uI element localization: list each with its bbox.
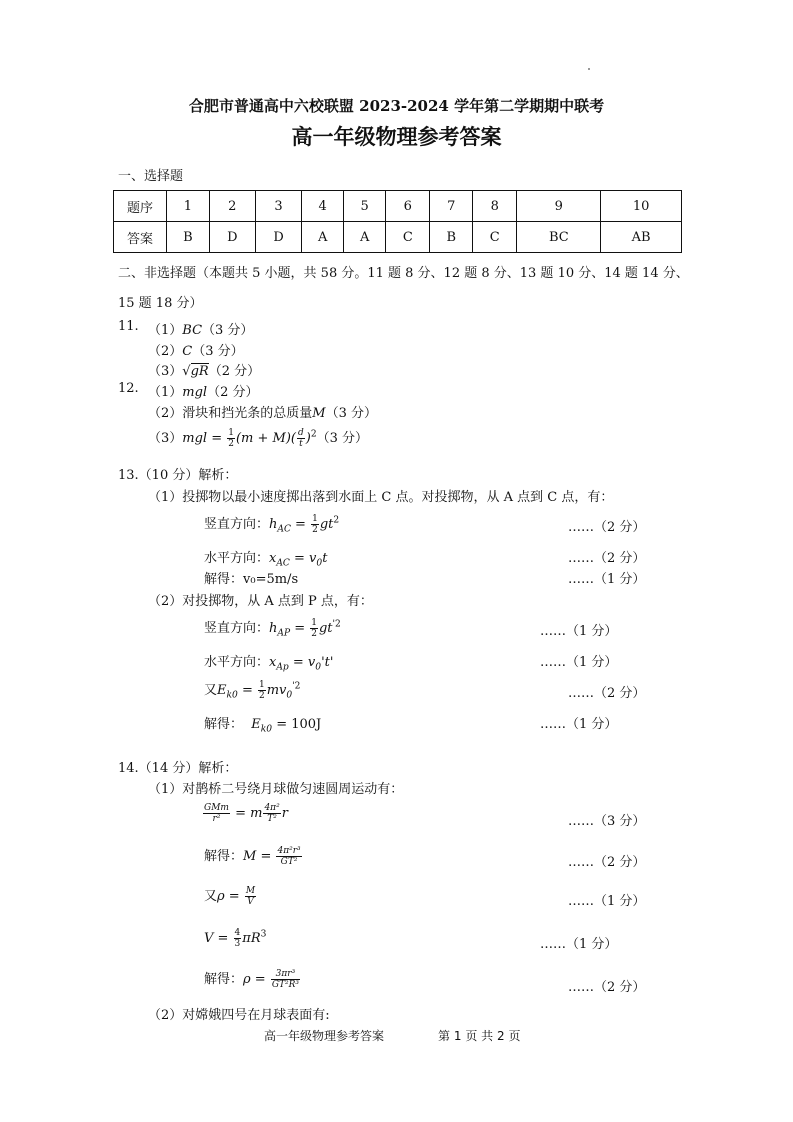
fraction-half: $\frac{1}{2}$ bbox=[228, 428, 234, 449]
q14-eq-density: 又ρ = $\frac{M}{V}$ bbox=[204, 886, 256, 907]
eq-label: 解得： bbox=[204, 972, 244, 987]
eq-label: 水平方向： bbox=[204, 551, 270, 566]
q13-p1-horizontal: 水平方向：$x_{AC} = v_0t$ bbox=[204, 551, 328, 569]
row-label-answer: 答案 bbox=[114, 222, 167, 253]
eq-label: 竖直方向： bbox=[204, 621, 270, 636]
answer-value: gR bbox=[190, 364, 209, 379]
fraction-d-over-t: $\frac{d}{t}$ bbox=[298, 428, 304, 449]
q12-part2 bbox=[148, 402, 377, 421]
eq-label: 竖直方向： bbox=[204, 517, 270, 532]
score: ……（3 分） bbox=[568, 814, 646, 829]
equation-lhs: mgl = bbox=[182, 431, 227, 446]
score: ……（2 分） bbox=[568, 980, 646, 995]
footer-title: 高一年级物理参考答案 bbox=[264, 1029, 385, 1043]
q14-part1-text: （1）对鹊桥二号绕月球做匀速圆周运动有： bbox=[148, 782, 404, 797]
table-cell: B bbox=[430, 222, 473, 253]
table-cell: 6 bbox=[386, 191, 430, 222]
q13-p1-vertical: 竖直方向：$h_{AC}$ = $\frac{1}{2}$ $gt^2$ bbox=[204, 514, 340, 535]
q13-p1-solve bbox=[204, 568, 298, 587]
part-label: （1） bbox=[148, 323, 183, 338]
q14-eq-volume: V = $\frac{4}{3}$ $\pi R^3$ bbox=[204, 928, 267, 949]
score: ……（1 分） bbox=[540, 937, 618, 952]
table-cell: B bbox=[167, 222, 210, 253]
table-cell: 7 bbox=[430, 191, 473, 222]
score: （2 分） bbox=[207, 385, 259, 400]
table-cell: 4 bbox=[302, 191, 344, 222]
table-cell: C bbox=[386, 222, 430, 253]
part-label: （2） bbox=[148, 344, 183, 359]
eq-label: 解得： bbox=[204, 849, 244, 864]
q12-part1 bbox=[148, 381, 259, 400]
page-indicator: 第 1 页 共 2 页 bbox=[438, 1029, 521, 1043]
eq-label: 又 bbox=[204, 683, 218, 698]
table-cell: C bbox=[473, 222, 517, 253]
table-row-answers bbox=[114, 222, 682, 253]
solve-value: v₀=5m/s bbox=[243, 572, 299, 587]
q11-part2 bbox=[148, 340, 244, 359]
score: （3 分） bbox=[202, 323, 254, 338]
table-cell: A bbox=[344, 222, 386, 253]
exam-subtitle: 合肥市普通高中六校联盟 2023-2024 学年第二学期期中联考 bbox=[188, 97, 605, 115]
q12-number: 12. bbox=[118, 381, 139, 396]
score: ……（1 分） bbox=[540, 655, 618, 670]
answer-value: C bbox=[182, 344, 193, 359]
part-label: （1） bbox=[148, 385, 183, 400]
table-cell: BC bbox=[517, 222, 601, 253]
score: ……（1 分） bbox=[540, 717, 618, 732]
section2-heading-line1: 二、非选择题（本题共 5 小题，共 58 分。11 题 8 分、12 题 8 分、13 题 10 分、14 题 14 分、 bbox=[118, 266, 689, 281]
q13-p2-vertical: 竖直方向：$h_{AP}$ = $\frac{1}{2}$ $gt^{'2}$ bbox=[204, 618, 341, 639]
q14-eq-gravity: $\frac{\text{GMm}}{\text{r²}}$ = m $\frac{\text{4π²}}{\text{T²}}$ r bbox=[204, 803, 288, 824]
q12-part3: （3）mgl = $\frac{1}{2}$ (m + M)( $\frac{d}{t}$ )$^2$（3 分） bbox=[148, 428, 369, 449]
eq-label: 解得： bbox=[204, 717, 244, 732]
section1-heading: 一、选择题 bbox=[118, 169, 184, 184]
table-cell: D bbox=[209, 222, 255, 253]
answer-value: BC bbox=[182, 323, 203, 338]
page-number: 1 bbox=[453, 1029, 462, 1043]
table-cell: AB bbox=[601, 222, 682, 253]
part-label: （2） bbox=[148, 406, 183, 421]
part-label: （3） bbox=[148, 431, 183, 446]
answer-var: M bbox=[312, 406, 326, 421]
score: ……（2 分） bbox=[568, 551, 646, 566]
score: （3 分） bbox=[316, 431, 369, 446]
q14-part2-text: （2）对嫦娥四号在月球表面有: bbox=[148, 1008, 330, 1023]
score: ……（2 分） bbox=[568, 686, 646, 701]
score: ……（1 分） bbox=[568, 572, 646, 587]
table-cell: D bbox=[255, 222, 301, 253]
table-row-numbers bbox=[114, 191, 682, 222]
equation-tail: ) bbox=[305, 431, 311, 446]
answer-table bbox=[113, 190, 682, 253]
q11-part1 bbox=[148, 319, 253, 338]
q13-part1-text: （1）投掷物以最小速度掷出落到水面上 C 点。对投掷物，从 A 点到 C 点，有： bbox=[148, 490, 614, 505]
q13-heading: 13.（10 分）解析： bbox=[118, 468, 238, 483]
q14-eq-mass: 解得：M = $\frac{\text{4π²r³}}{\text{GT²}}$ bbox=[204, 846, 301, 867]
eq-label: 解得： bbox=[204, 572, 244, 587]
score: ……（1 分） bbox=[568, 894, 646, 909]
table-cell: 1 bbox=[167, 191, 210, 222]
page-total: 2 bbox=[496, 1029, 505, 1043]
table-cell: 2 bbox=[209, 191, 255, 222]
page-title: 高一年级物理参考答案 bbox=[291, 124, 502, 149]
sqrt-icon: √ bbox=[182, 364, 191, 379]
score: （3 分） bbox=[325, 406, 378, 421]
row-label-number: 题序 bbox=[114, 191, 167, 222]
table-cell: 9 bbox=[517, 191, 601, 222]
table-cell: 8 bbox=[473, 191, 517, 222]
q13-part2-text: （2）对投掷物，从 A 点到 P 点，有： bbox=[148, 594, 373, 609]
q14-eq-rho: 解得：ρ = $\frac{\text{3πr³}}{\text{GT²R³}}$ bbox=[204, 969, 300, 990]
q14-heading: 14.（14 分）解析： bbox=[118, 761, 238, 776]
score: （2 分） bbox=[208, 364, 261, 379]
score: （3 分） bbox=[192, 344, 244, 359]
answer-value: mgl bbox=[182, 385, 208, 400]
score: ……（1 分） bbox=[540, 624, 618, 639]
section2-heading-line2: 15 题 18 分） bbox=[118, 296, 203, 311]
eq-label: 水平方向： bbox=[204, 655, 270, 670]
q13-p2-energy: 又$E_{k0}$ = $\frac{1}{2}$ $mv_0^{'2}$ bbox=[204, 680, 301, 701]
table-cell: 3 bbox=[255, 191, 301, 222]
part-label: （3） bbox=[148, 364, 183, 379]
score: ……（2 分） bbox=[568, 520, 646, 535]
q11-part3 bbox=[148, 360, 260, 379]
table-cell: A bbox=[302, 222, 344, 253]
q13-p2-solve: 解得： $E_{k0} = 100J$ bbox=[204, 717, 322, 735]
table-cell: 5 bbox=[344, 191, 386, 222]
table-cell: 10 bbox=[601, 191, 682, 222]
q13-p2-horizontal: 水平方向：$x_{Ap} = v_0't'$ bbox=[204, 655, 334, 673]
answer-text: 滑块和挡光条的总质量 bbox=[182, 406, 313, 421]
q11-number: 11. bbox=[118, 319, 139, 334]
score: ……（2 分） bbox=[568, 855, 646, 870]
eq-label: 又 bbox=[204, 889, 218, 904]
equation-mid: (m + M)( bbox=[235, 431, 296, 446]
scan-dot bbox=[588, 68, 590, 70]
